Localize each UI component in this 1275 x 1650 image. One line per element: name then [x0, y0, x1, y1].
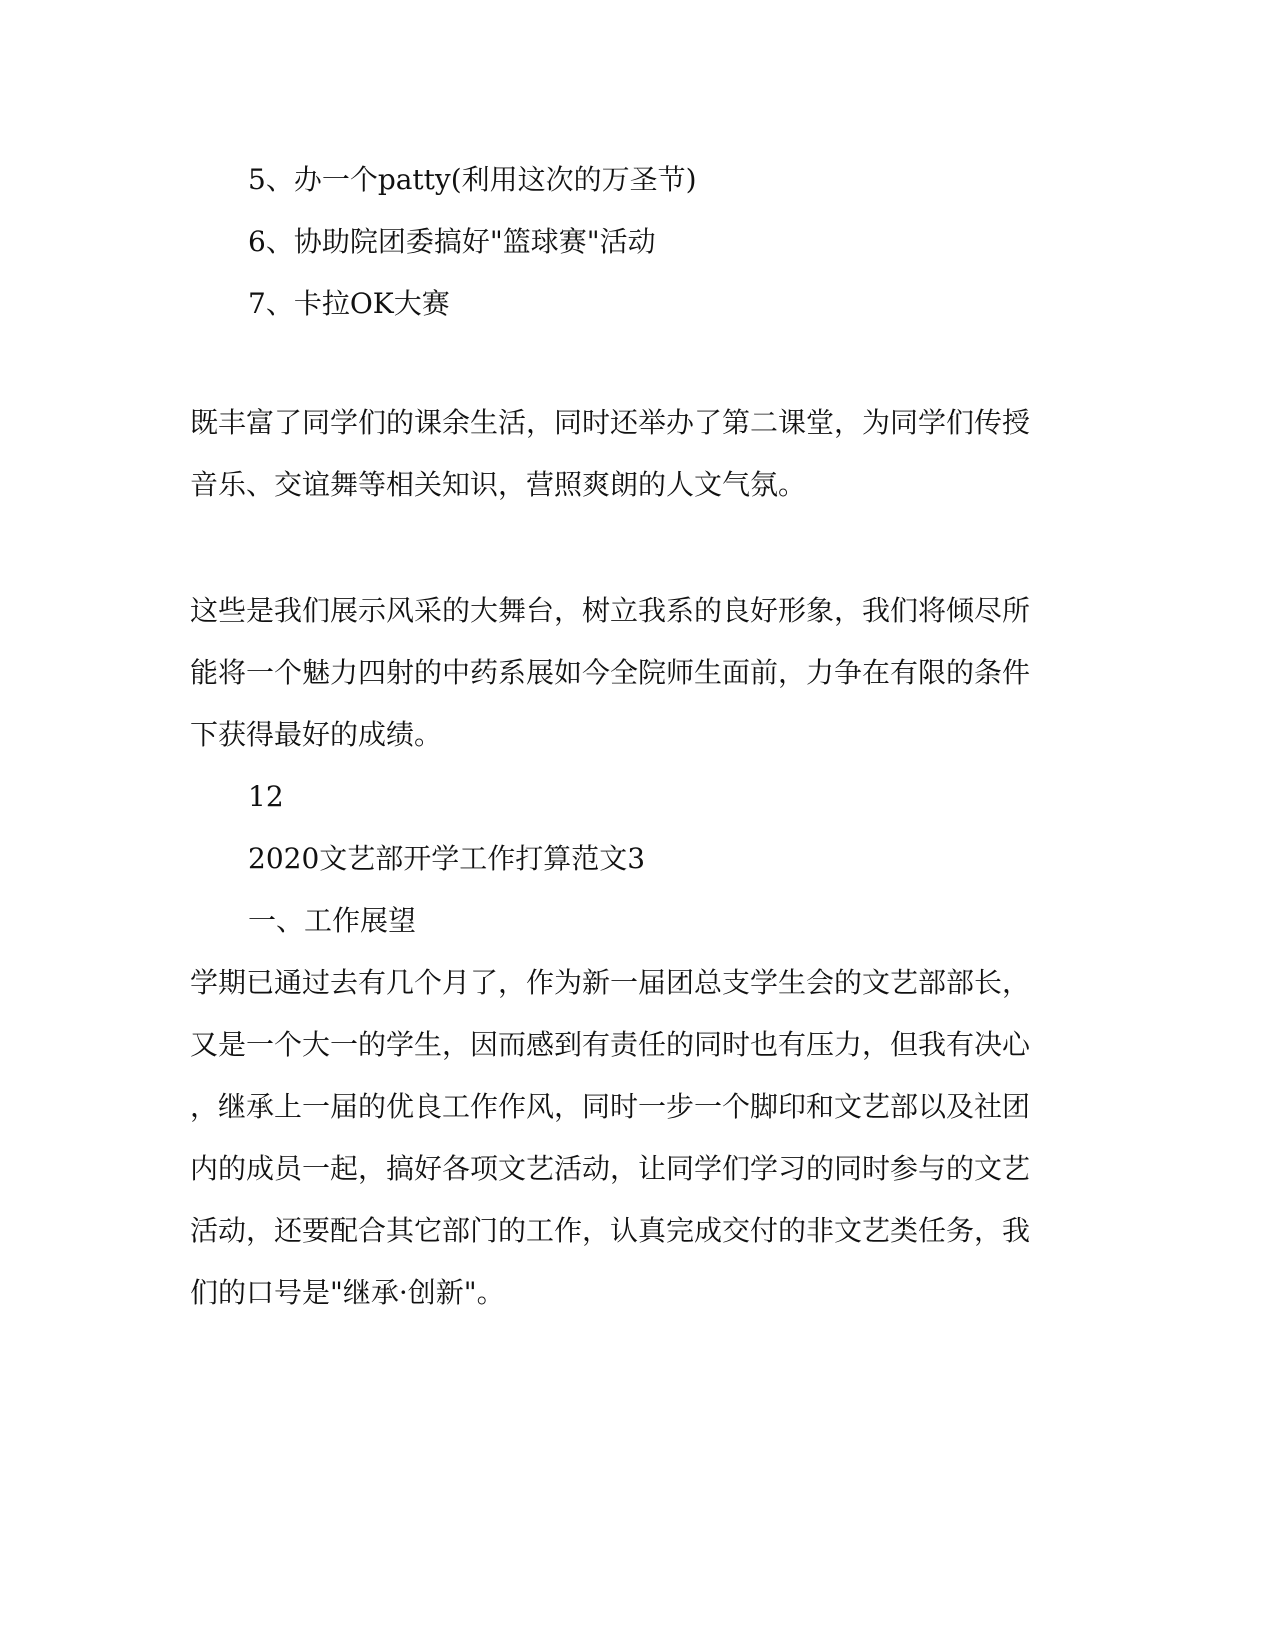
subheading: 一、工作展望: [248, 904, 417, 937]
paragraph-line: ，继承上一届的优良工作作风，同时一步一个脚印和文艺部以及社团: [190, 1090, 1031, 1123]
paragraph-line: 下获得最好的成绩。: [190, 718, 443, 751]
paragraph-line: 们的口号是"继承·创新"。: [190, 1276, 505, 1309]
list-item: 7、卡拉OK大赛: [248, 287, 450, 320]
list-item: 6、协助院团委搞好"篮球赛"活动: [248, 225, 656, 258]
paragraph-line: 能将一个魅力四射的中药系展如今全院师生面前，力争在有限的条件: [190, 656, 1031, 689]
paragraph-line: 学期已通过去有几个月了，作为新一届团总支学生会的文艺部部长，: [190, 966, 1031, 999]
paragraph-line: 这些是我们展示风采的大舞台，树立我系的良好形象，我们将倾尽所: [190, 594, 1031, 627]
paragraph-line: 既丰富了同学们的课余生活，同时还举办了第二课堂，为同学们传授: [190, 406, 1031, 439]
number-line: 12: [248, 780, 284, 813]
paragraph-line: 内的成员一起，搞好各项文艺活动，让同学们学习的同时参与的文艺: [190, 1152, 1031, 1185]
paragraph-line: 活动，还要配合其它部门的工作，认真完成交付的非文艺类任务，我: [190, 1214, 1031, 1247]
paragraph-line: 音乐、交谊舞等相关知识，营照爽朗的人文气氛。: [190, 468, 807, 501]
list-item: 5、办一个patty(利用这次的万圣节): [248, 163, 697, 196]
section-title: 2020文艺部开学工作打算范文3: [248, 842, 646, 875]
paragraph-line: 又是一个大一的学生，因而感到有责任的同时也有压力，但我有决心: [190, 1028, 1031, 1061]
